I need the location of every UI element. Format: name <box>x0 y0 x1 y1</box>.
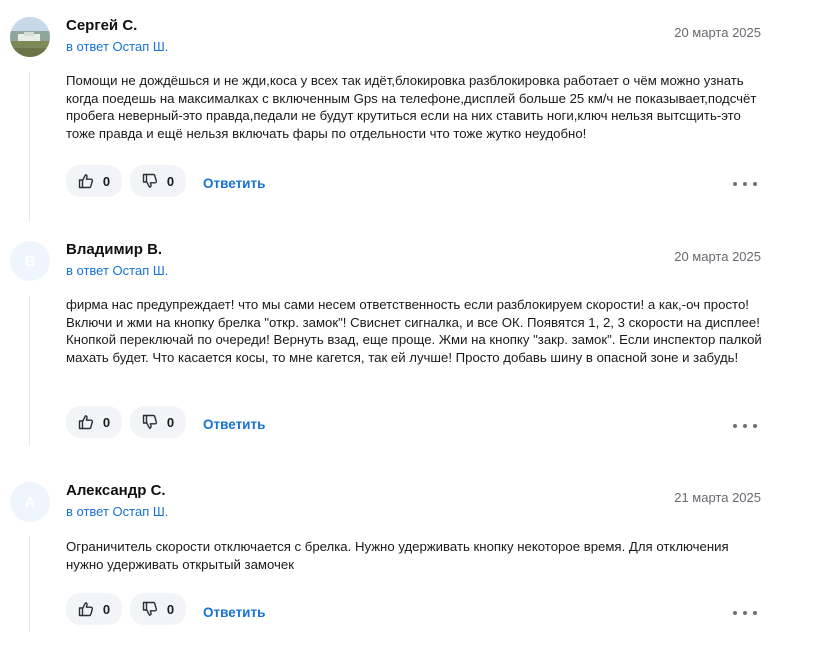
thumbs-up-icon <box>78 601 94 617</box>
thread-line <box>29 537 30 632</box>
more-dots-icon <box>753 182 757 186</box>
reply-to-link[interactable]: в ответ Остап Ш. <box>66 263 169 278</box>
avatar-initial: В <box>24 252 36 270</box>
comment-text: фирма нас предупреждает! что мы сами несем ответственность если разблокируем скорости! а как,-оч просто! Включи и жми на кнопку брелка "откр. замок"! Свиснет сигналка, и все ОК. Появятся 1, 2, 3 скорости на дисплее! Кнопкой переключай по очереди! Вернуть взад, еще проще. Жми на кнопку "закр. замок". Если инспектор палкой махать будет. Что касается косы, то мне кагется, так ей лучше! Просто добавь шину в опасной зоне и забудь! <box>66 297 762 365</box>
dislike-button[interactable] <box>130 406 186 438</box>
more-dots-icon <box>743 611 747 615</box>
dislike-button[interactable] <box>130 165 186 197</box>
thread-line <box>29 296 30 446</box>
comment-date: 20 марта 2025 <box>674 25 761 40</box>
more-dots-icon <box>733 611 737 615</box>
avatar[interactable] <box>10 482 50 522</box>
avatar-initial: А <box>24 493 36 511</box>
thumbs-down-icon <box>142 414 158 430</box>
avatar[interactable] <box>10 17 50 57</box>
reply-button[interactable]: Ответить <box>203 605 266 620</box>
more-options-button[interactable] <box>733 177 757 191</box>
thumbs-up-icon <box>78 173 94 189</box>
author-name: Сергей С. <box>66 17 138 34</box>
like-button[interactable] <box>66 165 122 197</box>
dislike-count: 0 <box>166 414 175 430</box>
comment-text: Ограничитель скорости отключается с брелка. Нужно удерживать кнопку некоторое время. Для отключения нужно удерживать открытый замочек <box>66 539 729 572</box>
comment-text: Помощи не дождёшься и не жди,коса у всех так идёт,блокировка разблокировка работает о чём можно узнать когда поедешь на максималках с включенным Gps на телефоне,дисплей больше 25 км/ч не показывает,подсчёт пробега неверный-это правда,педали не будут крутиться если на них ставить ноги,ключ нельзя вытсщить-это тоже правда и ещё нельзя включать фары по отдельности что тоже жутко неудобно! <box>66 73 757 141</box>
more-options-button[interactable] <box>733 419 757 433</box>
dislike-count: 0 <box>166 601 175 617</box>
more-dots-icon <box>753 424 757 428</box>
author-name: Владимир В. <box>66 241 163 258</box>
like-count: 0 <box>102 173 111 189</box>
reply-button[interactable]: Ответить <box>203 176 266 191</box>
more-dots-icon <box>753 611 757 615</box>
reply-button[interactable]: Ответить <box>203 417 266 432</box>
thread-line <box>29 72 30 222</box>
avatar[interactable] <box>10 241 50 281</box>
thumbs-down-icon <box>142 601 158 617</box>
like-button[interactable] <box>66 593 122 625</box>
more-dots-icon <box>743 424 747 428</box>
author-name: Александр С. <box>66 482 166 499</box>
more-dots-icon <box>733 182 737 186</box>
reply-to-link[interactable]: в ответ Остап Ш. <box>66 39 169 54</box>
more-options-button[interactable] <box>733 606 757 620</box>
like-button[interactable] <box>66 406 122 438</box>
reply-to-link[interactable]: в ответ Остап Ш. <box>66 504 169 519</box>
thumbs-down-icon <box>142 173 158 189</box>
like-count: 0 <box>102 414 111 430</box>
more-dots-icon <box>733 424 737 428</box>
comment-date: 20 марта 2025 <box>674 249 761 264</box>
comment-date: 21 марта 2025 <box>674 490 761 505</box>
like-count: 0 <box>102 601 111 617</box>
dislike-button[interactable] <box>130 593 186 625</box>
avatar-photo <box>10 17 50 57</box>
more-dots-icon <box>743 182 747 186</box>
thumbs-up-icon <box>78 414 94 430</box>
dislike-count: 0 <box>166 173 175 189</box>
